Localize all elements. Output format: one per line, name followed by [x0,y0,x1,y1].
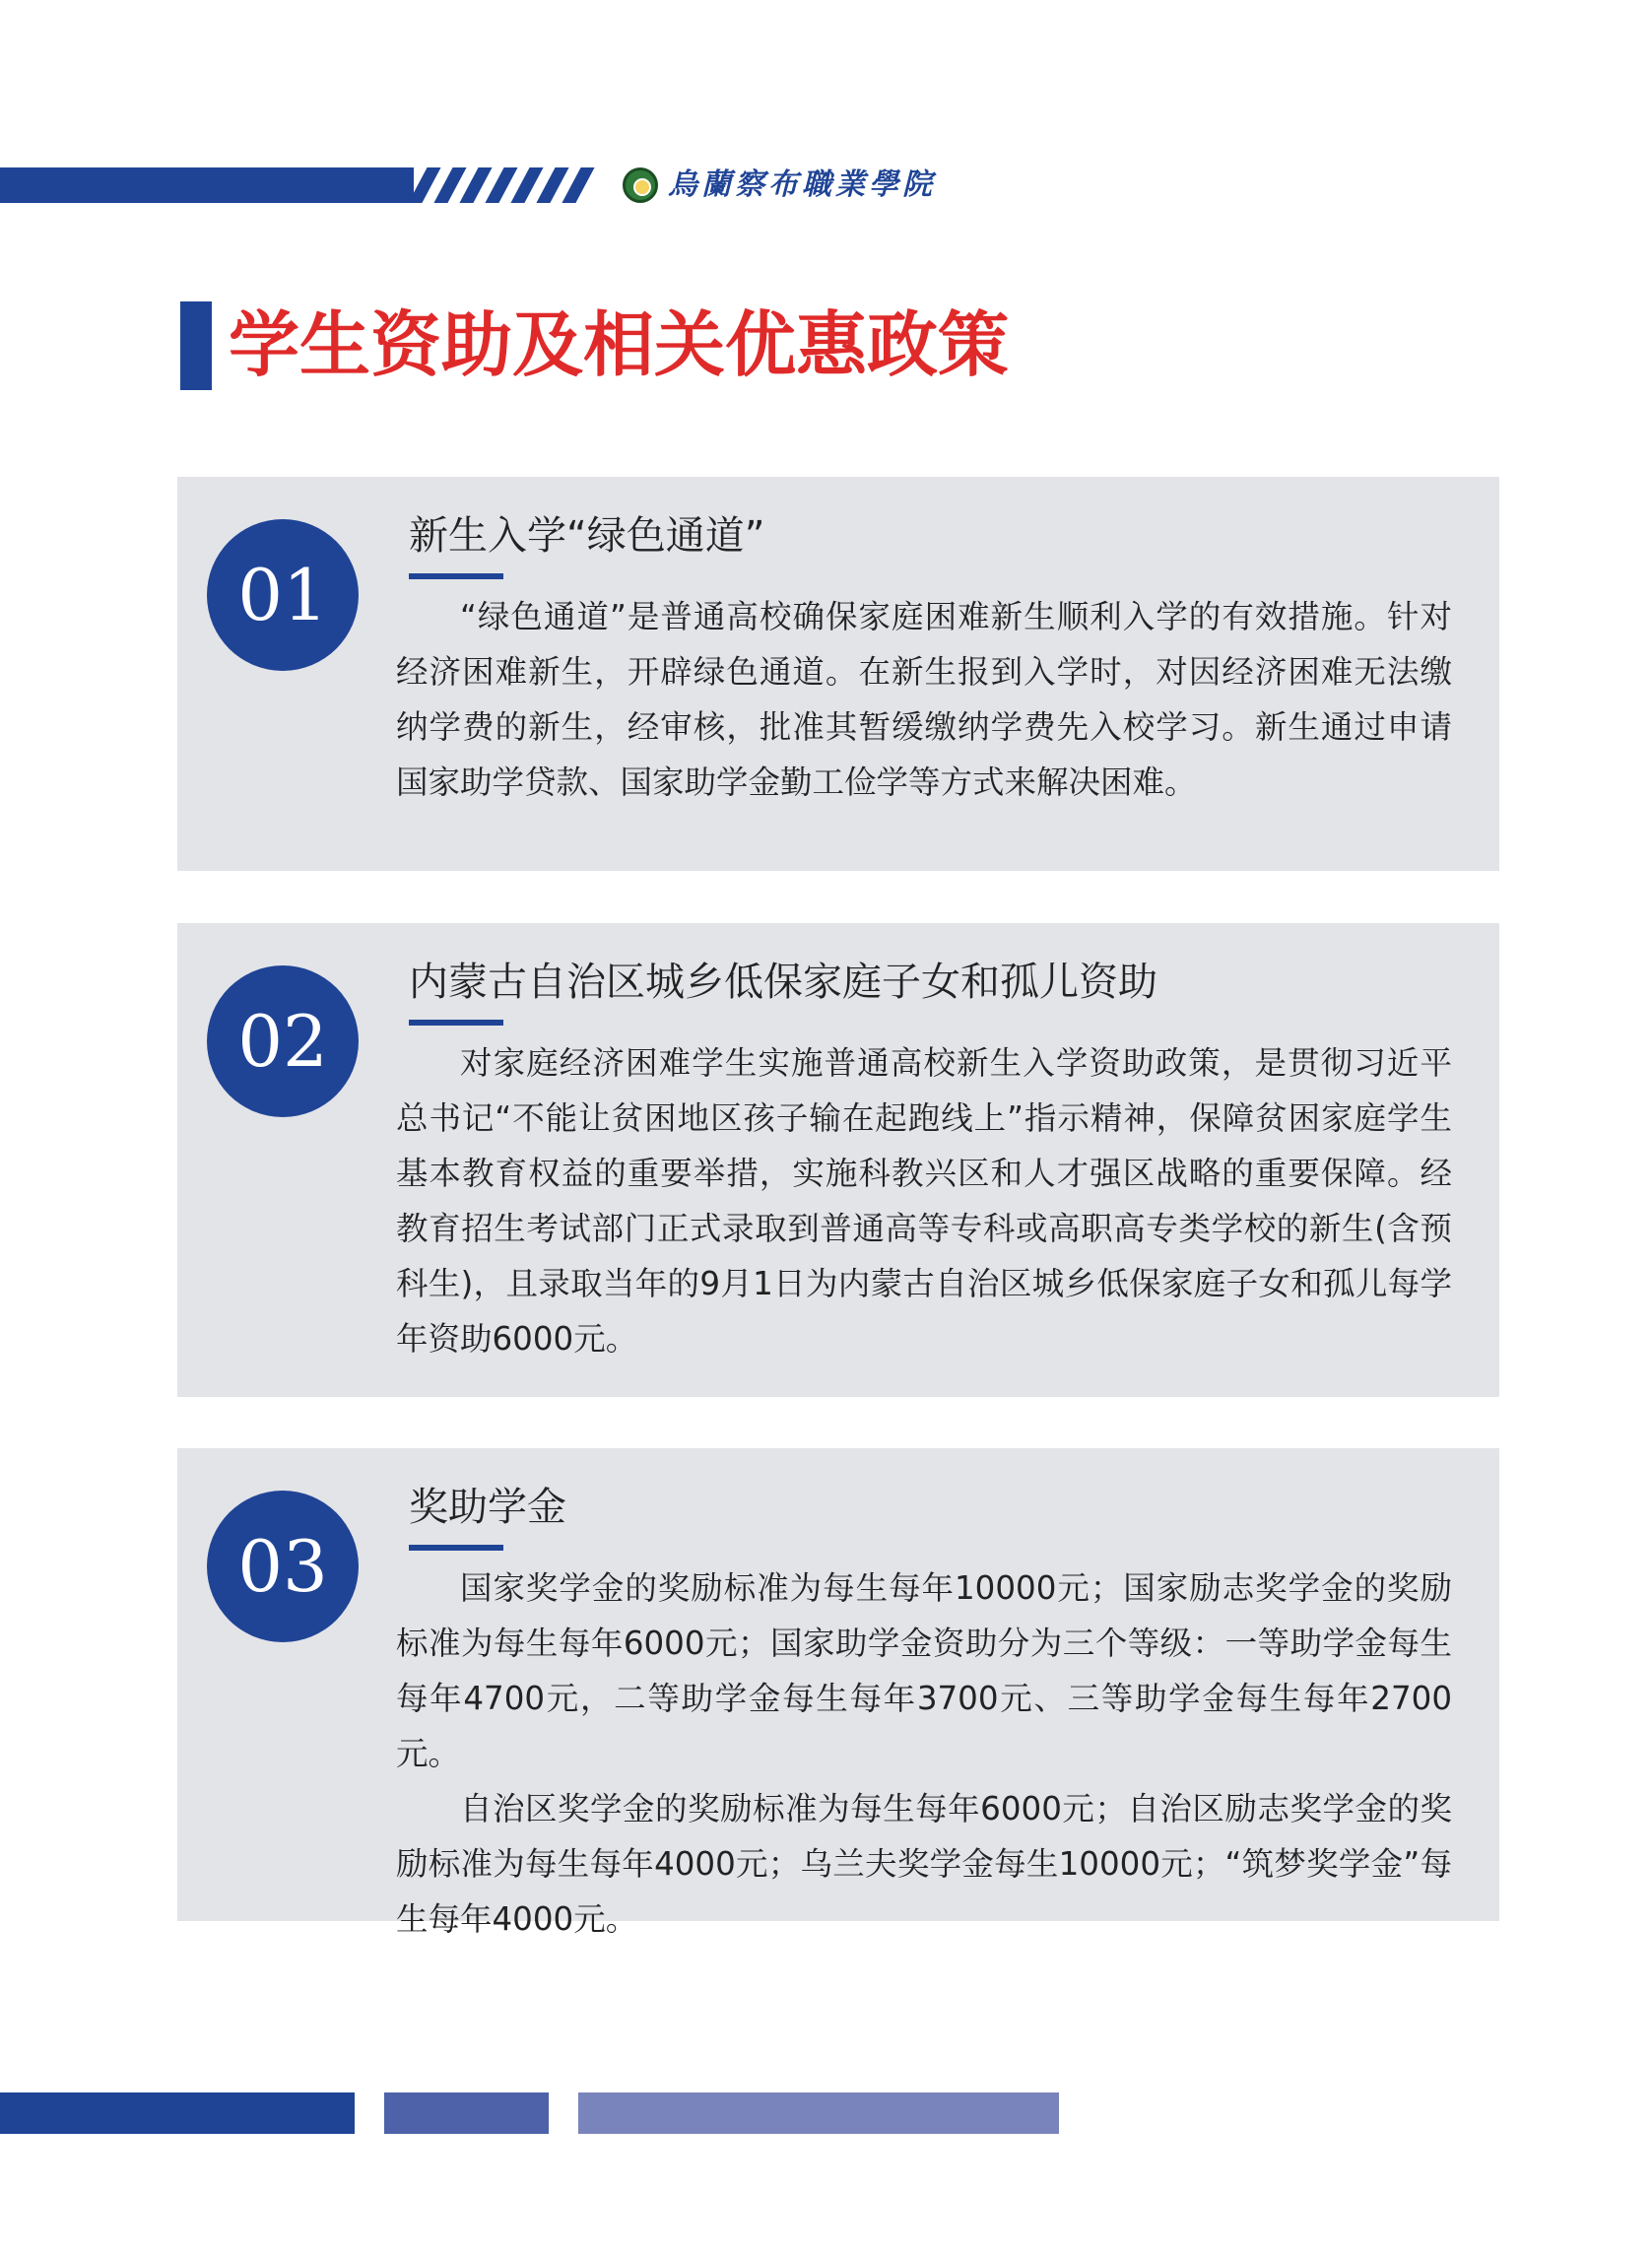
heading-underline [409,1020,503,1026]
header-stripes [404,167,611,203]
section-heading: 内蒙古自治区城乡低保家庭子女和孤儿资助 [409,960,1157,1005]
school-name: 烏蘭察布職業學院 [668,167,936,202]
section-body [396,1035,1452,1366]
header-bar [0,167,414,203]
school-emblem-icon [623,167,658,203]
section-number-badge: 02 [207,965,359,1117]
section-heading: 奖助学金 [409,1485,566,1530]
heading-underline [409,573,503,579]
section-card-3 [177,1448,1499,1938]
page-title: 学生资助及相关优惠政策 [229,302,1010,386]
section-card-1 [177,477,1499,871]
section-paragraph: 自治区奖学金的奖励标准为每生每年6000元；自治区励志奖学金的奖励标准为每生每年4000元；乌兰夫奖学金每生10000元；“筑梦奖学金”每生每年4000元。 [396,1790,1452,1938]
section-paragraph: 对家庭经济困难学生实施普通高校新生入学资助政策，是贯彻习近平总书记“不能让贫困地区孩子输在起跑线上”指示精神，保障贫困家庭学生基本教育权益的重要举措，实施科教兴区和人才强区战略的重要保障。经教育招生考试部门正式录取到普通高等专科或高职高专类学校的新生(含预科生)，且录取当年的9月1日为内蒙古自治区城乡低保家庭子女和孤儿每学年资助6000元。 [396,1044,1452,1358]
section-heading: 新生入学“绿色通道” [409,513,765,559]
section-paragraph: “绿色通道”是普通高校确保家庭困难新生顺利入学的有效措施。针对经济困难新生，开辟绿色通道。在新生报到入学时，对因经济困难无法缴纳学费的新生，经审核，批准其暂缓缴纳学费先入校学习。新生通过申请国家助学贷款、国家助学金勤工俭学等方式来解决困难。 [396,598,1452,801]
footer-bar-2 [384,2092,549,2134]
section-card-2 [177,923,1499,1397]
section-paragraph: 国家奖学金的奖励标准为每生每年10000元；国家励志奖学金的奖励标准为每生每年6000元；国家助学金资助分为三个等级：一等助学金每生每年4700元，二等助学金每生每年3700元、三等助学金每生每年2700元。 [396,1569,1452,1772]
title-accent-bar [180,301,212,390]
footer-bar-1 [0,2092,355,2134]
section-body [396,1560,1452,1947]
section-number-badge: 01 [207,519,359,671]
section-number-badge: 03 [207,1491,359,1642]
section-body [396,589,1452,810]
footer-bar-3 [578,2092,1059,2134]
heading-underline [409,1545,503,1551]
